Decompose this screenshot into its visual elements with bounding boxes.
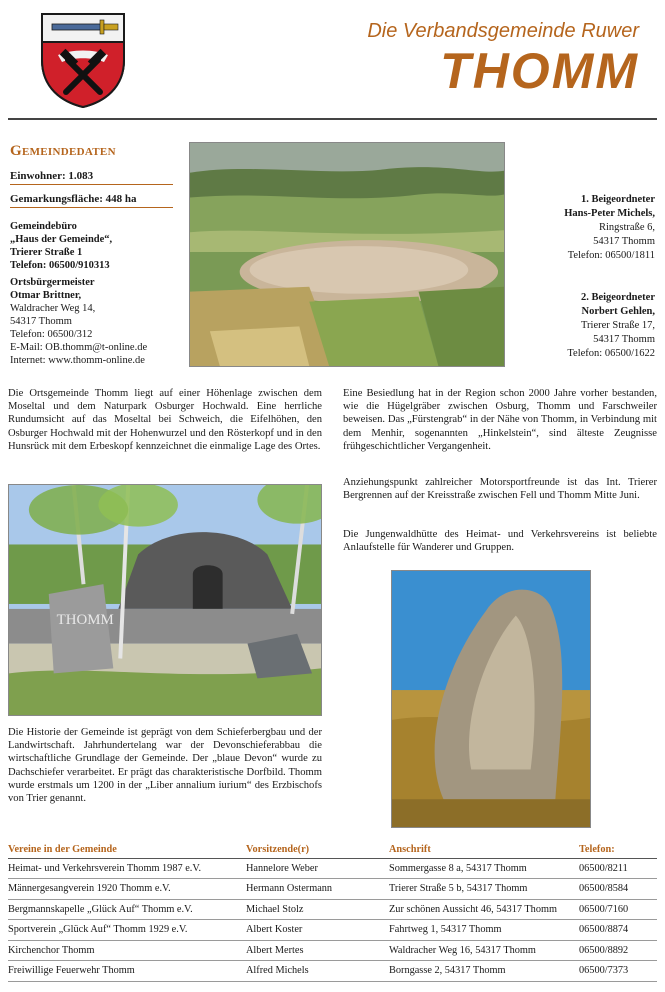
monument-photo [8, 484, 322, 716]
beigeordneter-1-title: 1. Beigeordneter [580, 194, 655, 205]
beigeordneter-2-name: Norbert Gehlen, [581, 306, 655, 317]
coat-of-arms-logo [38, 10, 128, 110]
column-header-verein: Vereine in der Gemeinde [8, 842, 246, 858]
buergermeister-title: Ortsbürgermeister [10, 277, 95, 288]
header-subtitle: Die Verbandsgemeinde Ruwer [367, 20, 639, 42]
section-heading-gemeindedaten: Gemeindedaten [10, 143, 116, 159]
cell-vorsitzender: Hannelore Weber [246, 858, 389, 879]
beigeordneter-2-phone: Telefon: 06500/1622 [567, 348, 655, 359]
column-header-anschrift: Anschrift [389, 842, 579, 858]
cell-vorsitzender: Albert Mertes [246, 940, 389, 961]
header-divider [8, 118, 657, 120]
cell-anschrift: Borngasse 2, 54317 Thomm [389, 961, 579, 982]
beigeordneter-1-line: 54317 Thomm [593, 236, 655, 247]
gemeindebuero-contact [10, 220, 185, 272]
beigeordneter-2-title: 2. Beigeordneter [580, 292, 655, 303]
cell-anschrift: Waldracher Weg 16, 54317 Thomm [389, 940, 579, 961]
cell-vorsitzender: Michael Stolz [246, 899, 389, 920]
column-header-vorsitzender: Vorsitzende(r) [246, 842, 389, 858]
aerial-village-photo [189, 142, 505, 367]
buero-line: Gemeindebüro [10, 221, 77, 232]
cell-verein: Kirchenchor Thomm [8, 940, 246, 961]
fact-gemarkungsflaeche: Gemarkungsfläche: 448 ha [10, 193, 173, 208]
table-row [8, 899, 657, 920]
beigeordneter-1-line: Ringstraße 6, [599, 222, 655, 233]
cell-telefon: 06500/7373 [579, 961, 657, 982]
cell-telefon: 06500/7160 [579, 899, 657, 920]
buero-line: „Haus der Gemeinde“, [10, 234, 113, 245]
table-row [8, 940, 657, 961]
table-row [8, 879, 657, 900]
paragraph-lage: Die Ortsgemeinde Thomm liegt auf einer Höhenlage zwischen dem Moseltal und dem Naturpark Osburger Hochwald. Eine herrliche Rundumsicht auf das Moseltal bei Schweich, die Eifelhöhen, den Osburger Hochwald mit der Hohenwurzel und den Rösterkopf und in den Hunsrück mit dem Erbeskopf kennzeichnet die einmalige Lage des Ortes. [8, 388, 322, 452]
table-row [8, 858, 657, 879]
paragraph-besiedlung: Eine Besiedlung hat in der Region schon 2000 Jahre vorher bestanden, wie die Hügelgräber zwischen Osburg, Thomm und Farschweiler beweisen. Das „Fürstengrab“ in der Nähe von Thomm, in Verbindung mit dem Menhir, sogenannten „Hinkelstein“, sind älteste Zeugnisse frühgeschichtlicher Vergangenheit. [343, 388, 657, 452]
table-row [8, 920, 657, 941]
cell-telefon: 06500/8211 [579, 858, 657, 879]
beigeordneter-1-phone: Telefon: 06500/1811 [567, 250, 655, 261]
cell-telefon: 06500/8892 [579, 940, 657, 961]
table-row [8, 961, 657, 982]
beigeordneter-2-line: 54317 Thomm [593, 334, 655, 345]
buergermeister-website: Internet: www.thomm-online.de [10, 355, 145, 366]
paragraph-jungenwaldhuette: Die Jungenwaldhütte des Heimat- und Verkehrsvereins ist beliebte Anlaufstelle für Wanderer und Gruppen. [343, 529, 657, 554]
beigeordneter-1-name: Hans-Peter Michels, [564, 208, 655, 219]
cell-vorsitzender: Hermann Ostermann [246, 879, 389, 900]
menhir-photo [391, 570, 591, 828]
cell-anschrift: Zur schönen Aussicht 46, 54317 Thomm [389, 899, 579, 920]
buergermeister-line: 54317 Thomm [10, 316, 72, 327]
cell-verein: Heimat- und Verkehrsverein Thomm 1987 e.V. [8, 858, 246, 879]
beigeordneter-1-contact [505, 193, 655, 263]
table-header-row [8, 842, 657, 858]
cell-telefon: 06500/8874 [579, 920, 657, 941]
cell-vorsitzender: Alfred Michels [246, 961, 389, 982]
beigeordneter-2-contact [505, 291, 655, 361]
cell-anschrift: Fahrtweg 1, 54317 Thomm [389, 920, 579, 941]
buergermeister-email: E-Mail: OB.thomm@t-online.de [10, 342, 148, 353]
buero-line: Telefon: 06500/910313 [10, 260, 110, 271]
buergermeister-line: Telefon: 06500/312 [10, 329, 93, 340]
beigeordneter-2-line: Trierer Straße 17, [581, 320, 655, 331]
paragraph-bergrennen: Anziehungspunkt zahlreicher Motorsportfreunde ist das Int. Trierer Bergrennen auf der Kreisstraße zwischen Fell und Thomm Mitte Juni. [343, 477, 657, 502]
cell-verein: Sportverein „Glück Auf“ Thomm 1929 e.V. [8, 920, 246, 941]
cell-telefon: 06500/8584 [579, 879, 657, 900]
fact-einwohner: Einwohner: 1.083 [10, 170, 173, 185]
buergermeister-line: Waldracher Weg 14, [10, 303, 96, 314]
cell-verein: Freiwillige Feuerwehr Thomm [8, 961, 246, 982]
header-title: THOMM [440, 43, 639, 99]
vereine-table [8, 842, 657, 982]
cell-anschrift: Trierer Straße 5 b, 54317 Thomm [389, 879, 579, 900]
buergermeister-name: Otmar Brittner, [10, 290, 82, 301]
cell-verein: Bergmannskapelle „Glück Auf“ Thomm e.V. [8, 899, 246, 920]
cell-verein: Männergesangverein 1920 Thomm e.V. [8, 879, 246, 900]
cell-vorsitzender: Albert Koster [246, 920, 389, 941]
monument-inscription: THOMM [56, 611, 114, 628]
paragraph-historie: Die Historie der Gemeinde ist geprägt von dem Schieferbergbau und der Landwirtschaft. Jahrhundertelang war der Devonschieferabbau die wirtschaftliche Grundlage der Gemeinde. Der „blaue Devon“ wurde zu Dachschiefer verarbeitet. Er prägt das charakteristische Dorfbild. Thomm wurde erstmals um 1200 in der „Liber annalium iurium“ des Erzbischofs von Trier genannt. [8, 727, 322, 805]
buero-line: Trierer Straße 1 [10, 247, 83, 258]
ortsbuergermeister-contact [10, 276, 185, 367]
column-header-telefon: Telefon: [579, 842, 657, 858]
cell-anschrift: Sommergasse 8 a, 54317 Thomm [389, 858, 579, 879]
